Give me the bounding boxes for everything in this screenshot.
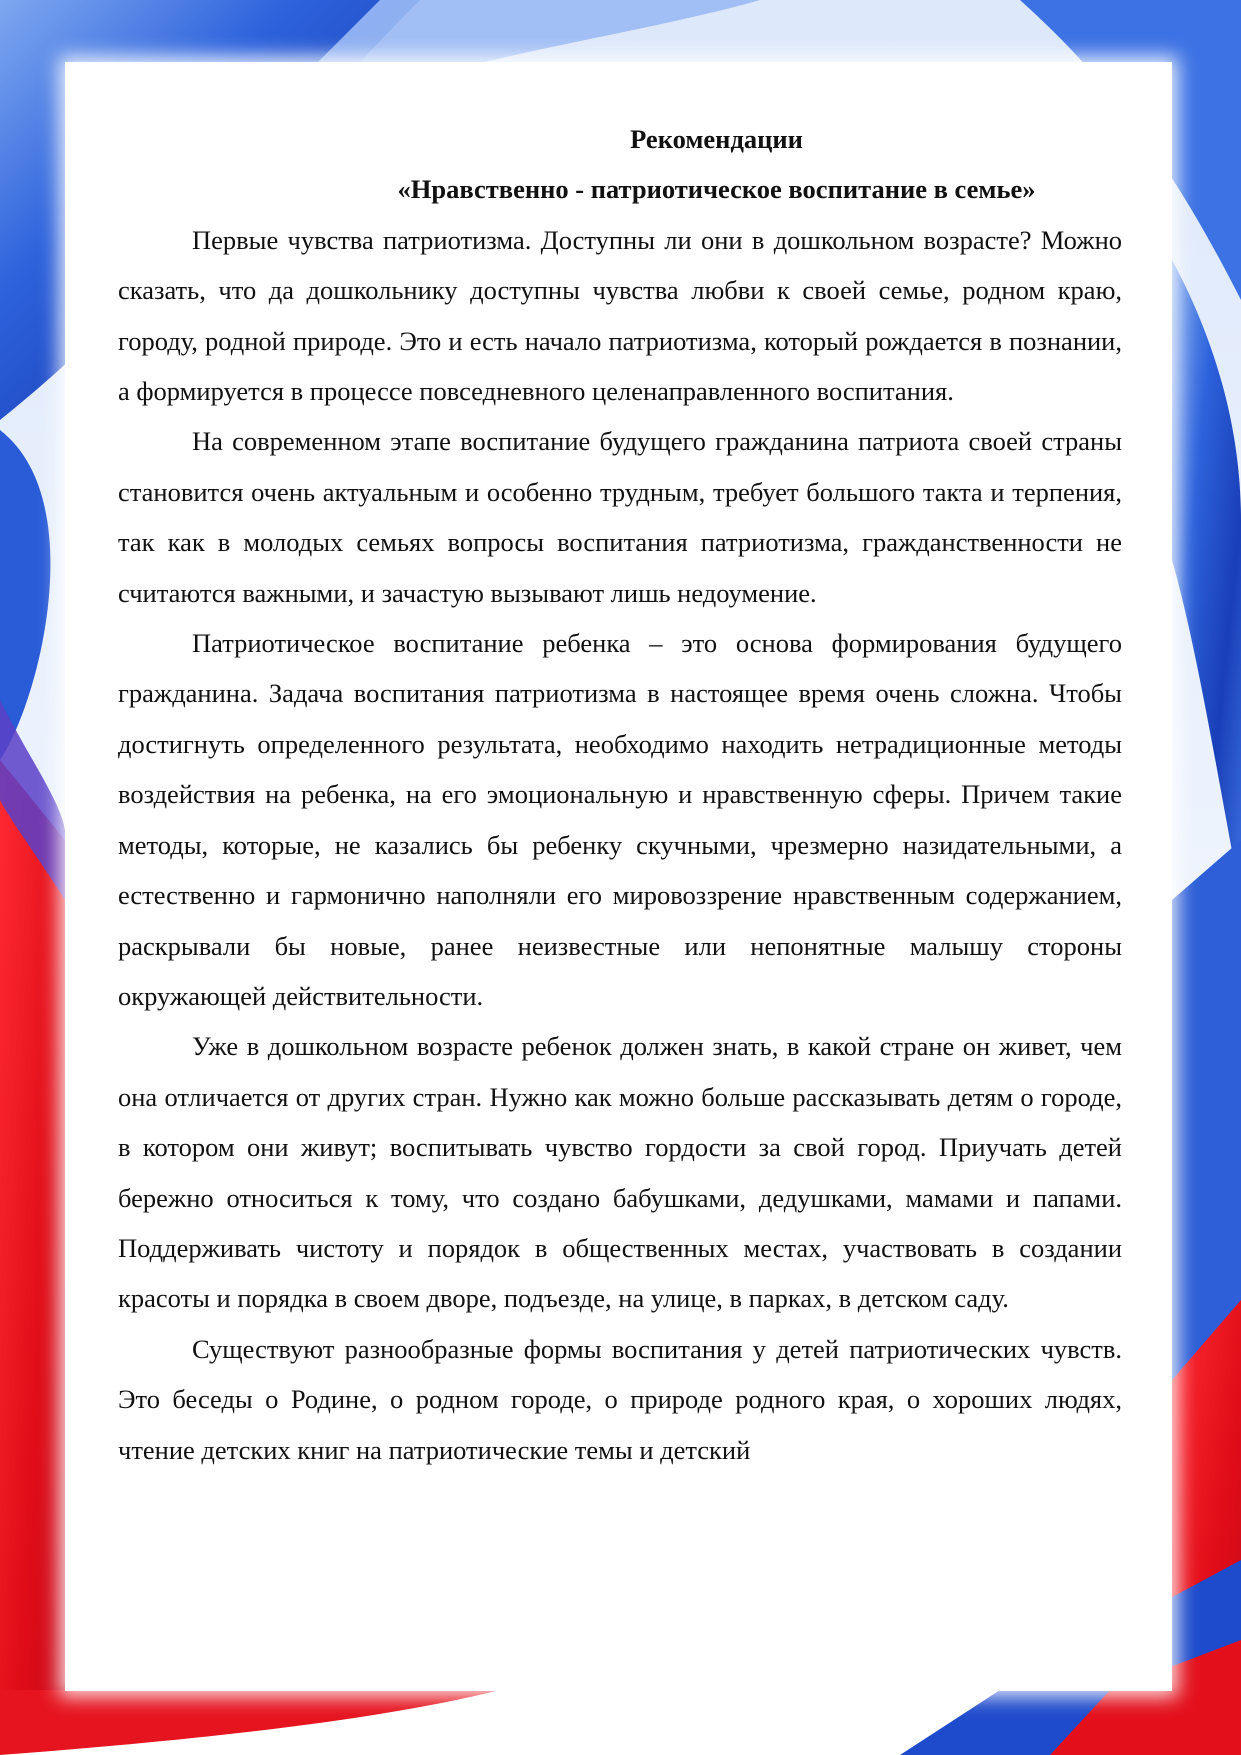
paragraph: Уже в дошкольном возрасте ребенок должен знать, в какой стране он живет, чем она отличается от других стран. Нужно как можно больше рассказывать детям о городе, в котором они живут; воспитывать чувство гордости за свой город. Приучать детей бережно относиться к тому, что создано бабушками, дедушками, мамами и папами. Поддерживать чистоту и порядок в общественных местах, участвовать в создании красоты и порядка в своем дворе, подъезде, на улице, в парках, в детском саду. [118, 1031, 1122, 1314]
paragraph: Первые чувства патриотизма. Доступны ли они в дошкольном возрасте? Можно сказать, что да дошкольнику доступны чувства любви к своей семье, родном краю, городу, родной природе. Это и есть начало патриотизма, который рождается в познании, а формируется в процессе повседневного целенаправленного воспитания. [118, 224, 1122, 407]
paragraph: Существуют разнообразные формы воспитания у детей патриотических чувств. Это беседы о Родине, о родном городе, о природе родного края, о хороших людях, чтение детских книг на патриотические темы и детский [118, 1333, 1122, 1465]
document-title: Рекомендации [630, 124, 803, 154]
paragraph: Патриотическое воспитание ребенка – это основа формирования будущего гражданина. Задача воспитания патриотизма в настоящее время очень сложна. Чтобы достигнуть определенного результата, необходимо находить нетрадиционные методы воздействия на ребенка, на его эмоциональную и нравственную сферы. Причем такие методы, которые, не казались бы ребенку скучными, чрезмерно назидательными, а естественно и гармонично наполняли его мировоззрение нравственным содержанием, раскрывали бы новые, ранее неизвестные или непонятные малышу стороны окружающей действительности. [118, 628, 1122, 1011]
document-content [118, 114, 1122, 1475]
document-subtitle: «Нравственно - патриотическое воспитание в семье» [397, 174, 1036, 205]
paragraph: На современном этапе воспитание будущего гражданина патриота своей страны становится очень актуальным и особенно трудным, требует большого такта и терпения, так как в молодых семьях вопросы воспитания патриотизма, гражданственности не считаются важными, и зачастую вызывают лишь недоумение. [118, 426, 1122, 608]
